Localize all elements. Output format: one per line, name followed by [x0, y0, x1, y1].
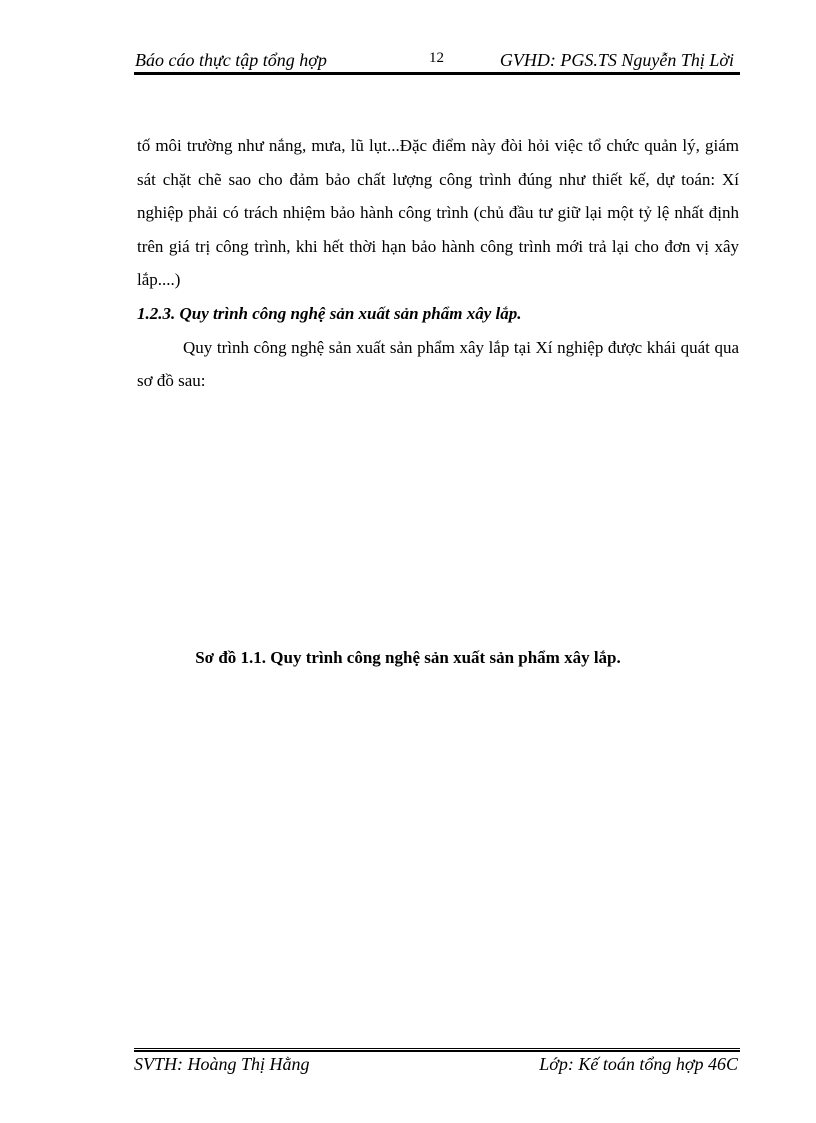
section-heading: 1.2.3. Quy trình công nghệ sản xuất sản phẩm xây lắp. [137, 303, 522, 323]
footer-divider [134, 1048, 740, 1052]
body-paragraph: tố môi trường như nắng, mưa, lũ lụt...Đặc điểm này đòi hỏi việc tổ chức quản lý, giám sát chặt chẽ sao cho đảm bảo chất lượng công trình đúng như thiết kế, dự toán: Xí nghiệp phải có trách nhiệm bảo hành công trình (chủ đầu tư giữ lại một tỷ lệ nhất định trên giá trị công trình, khi hết thời hạn bảo hành công trình mới trả lại cho đơn vị xây lắp....) [137, 136, 739, 290]
page-footer [134, 1054, 740, 1080]
footer-student: SVTH: Hoàng Thị Hằng [134, 1054, 310, 1074]
header-supervisor: GVHD: PGS.TS Nguyễn Thị Lời [499, 50, 734, 70]
header-divider [134, 72, 740, 75]
footer-class: Lớp: Kế toán tổng hợp 46C [539, 1054, 738, 1074]
page-number: 12 [429, 50, 444, 66]
page-body [137, 129, 739, 398]
body-paragraph: Quy trình công nghệ sản xuất sản phẩm xây lắp tại Xí nghiệp được khái quát qua sơ đồ sau: [137, 337, 739, 391]
header-report-title: Báo cáo thực tập tổng hợp [135, 50, 327, 70]
diagram-caption: Sơ đồ 1.1. Quy trình công nghệ sản xuất sản phẩm xây lắp. [195, 648, 621, 667]
page-header [134, 46, 740, 72]
